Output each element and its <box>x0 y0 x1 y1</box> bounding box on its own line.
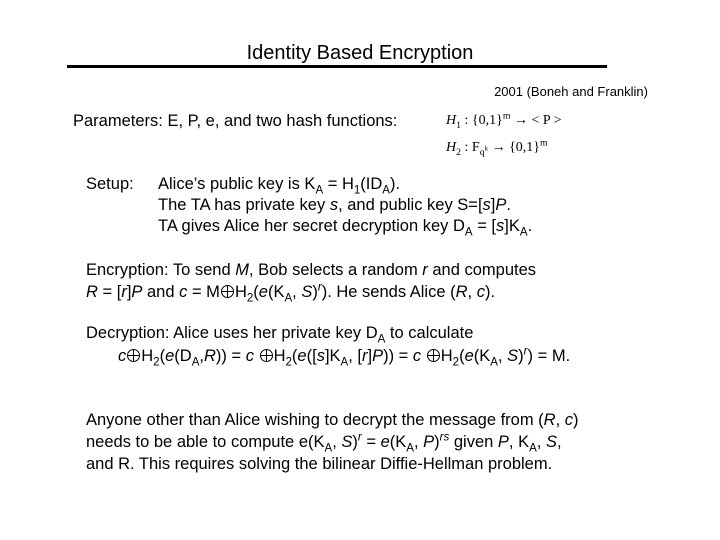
hash-function-h2: $H_2$ : $F_{q^k} \to \{0,1\}^m$ <box>446 137 548 158</box>
decryption-line-2: c $H_2(e(D_A,R)) = c$ $H_2(e([s]K_A$, [r]P)) = c $H_2(e(K_A$, S)$^r$) = M. <box>118 345 571 369</box>
title-underline <box>67 65 607 68</box>
parameters-text: Parameters: E, P, e, and two hash functions: <box>73 112 398 130</box>
setup-label: Setup: <box>86 175 134 193</box>
closing-line-1: Anyone other than Alice wishing to decrypt the message from (R, c) <box>86 411 579 429</box>
setup-line-1: Alice’s public key is $K_A = H_1(ID_A)$. <box>158 175 401 197</box>
setup-line-3: TA gives Alice her secret decryption key $D_A = [s]K_A$. <box>158 217 533 239</box>
encryption-line-1: Encryption: To send M, Bob selects a random r and computes <box>86 261 537 279</box>
setup-line-2: The TA has private key s, and public key S=[s]P. <box>158 196 511 214</box>
page-title: Identity Based Encryption <box>246 42 474 64</box>
encryption-line-2: R = [r]P and c = M $H_2(e(K_A$, S)$^r$). He sends Alice (R, c). <box>86 281 496 305</box>
closing-line-2: needs to be able to compute $e(K_A$, $S)^r = e(K_A$, P)$^{rs}$ given P, $K_A$, S, <box>86 431 562 455</box>
closing-line-3: and R. This requires solving the bilinear Diffie-Hellman problem. <box>86 455 553 473</box>
xor-icon <box>427 349 440 362</box>
xor-icon <box>221 285 234 298</box>
hash-function-h1: $H_1$ : $\{0,1\}^m$ → < P > <box>446 110 562 131</box>
citation-credit: 2001 (Boneh and Franklin) <box>494 84 648 99</box>
decryption-line-1: Decryption: Alice uses her private key $D_A$ to calculate <box>86 324 474 346</box>
xor-icon <box>127 349 140 362</box>
xor-icon <box>260 349 273 362</box>
